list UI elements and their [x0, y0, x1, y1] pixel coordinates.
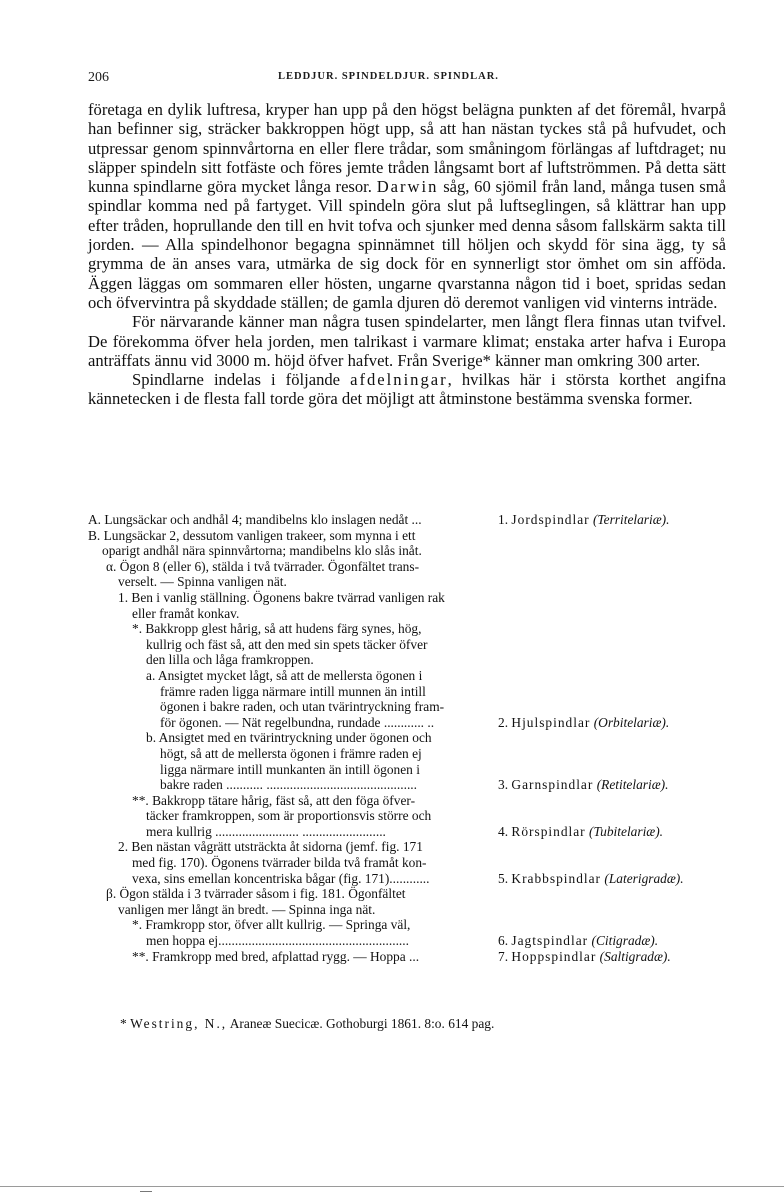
key-text: den lilla och låga framkroppen. — [146, 652, 314, 668]
body-text — [88, 100, 726, 409]
key-text: eller framåt konkav. — [132, 605, 240, 621]
key-text: kullrig och fäst så, att den med sin spets täcker öfver — [146, 636, 428, 652]
key-entry-star-a — [88, 668, 728, 730]
key-text: α. Ögon 8 (eller 6), stälda i två tvärrader. Ögonfältet trans- — [106, 558, 420, 574]
key-entry-beta-star — [88, 917, 728, 948]
key-text: 1. Ben i vanlig ställning. Ögonens bakre tvärrad vanligen rak — [118, 589, 445, 605]
key-entry-1 — [88, 590, 728, 621]
key-text: 2. Ben nästan vågrätt utsträckta åt sidorna (jemf. fig. 171 — [118, 839, 423, 855]
key-result — [498, 871, 684, 887]
key-text: a. Ansigtet mycket lågt, så att de mellersta ögonen i — [146, 667, 423, 683]
family-name: Jagtspindlar — [511, 933, 589, 949]
paragraph-2-text-b: känner man omkring 300 arter. — [495, 350, 701, 370]
family-number: 2. — [498, 714, 509, 730]
family-latin: (Laterigradæ). — [604, 870, 684, 886]
key-text: mera kullrig ......................... ......................... — [146, 823, 386, 839]
paragraph-3-text-a: Spindlarne indelas i följande — [132, 370, 341, 390]
key-entry-beta-double-star — [88, 949, 728, 965]
family-name: Hjulspindlar — [511, 714, 591, 730]
footnote-mark: * — [120, 1016, 127, 1031]
key-entry-star — [88, 621, 728, 668]
key-result — [498, 824, 663, 840]
identification-key — [88, 512, 728, 964]
family-name: Hoppspindlar — [511, 948, 597, 964]
paragraph-2 — [88, 312, 726, 370]
key-text: högt, så att de mellersta ögonen i främre raden ej — [160, 745, 422, 761]
family-name: Krabbspindlar — [511, 870, 602, 886]
family-name: Garnspindlar — [511, 777, 594, 793]
family-latin: (Orbitelariæ). — [593, 714, 670, 730]
family-latin: (Tubitelariæ). — [589, 823, 664, 839]
key-result — [498, 933, 658, 949]
name-darwin: Darwin — [376, 177, 439, 197]
key-entry-a — [88, 512, 728, 528]
page-header — [88, 70, 708, 86]
key-text: vanligen mer långt än bredt. — Spinna inga nät. — [118, 901, 376, 917]
family-number: 6. — [498, 933, 509, 949]
key-text: täcker framkroppen, som är proportionsvis större och — [146, 808, 432, 824]
key-text: **. Framkropp med bred, afplattad rygg. — Hoppa ... — [132, 948, 420, 964]
key-entry-2 — [88, 839, 728, 886]
key-text: A. Lungsäckar och andhål 4; mandibelns klo inslagen nedåt ... — [88, 512, 422, 527]
key-text: **. Bakkropp tätare hårig, fäst så, att den föga öfver- — [132, 792, 416, 808]
key-text: ögonen i bakre raden, och utan tvärintryckning fram- — [160, 699, 445, 715]
paragraph-3-text-b: , hvilkas här i största korthet angifna kännetecken i de flesta fall torde göra det möjligt att åtminstone bestämma svenska former. — [88, 370, 726, 409]
key-text: med fig. 170). Ögonens tvärrader bilda två framåt kon- — [132, 855, 427, 871]
key-text: bakre raden ........... ............................................. — [160, 777, 417, 793]
family-latin: (Retitelariæ). — [596, 777, 669, 793]
paragraph-1 — [88, 100, 726, 312]
key-text: *. Framkropp stor, öfver allt kullrig. — Springa väl, — [132, 917, 411, 933]
family-number: 1. — [498, 512, 509, 527]
footnote-text: Araneæ Suecicæ. Gothoburgi 1861. 8:o. 614 pag. — [229, 1016, 495, 1031]
family-number: 4. — [498, 823, 509, 839]
key-entry-beta — [88, 886, 728, 917]
key-text: främre raden ligga närmare intill munnen än intill — [160, 683, 426, 699]
key-text: ligga närmare intill munkanten än intill ögonen i — [160, 761, 420, 777]
key-text: oparigt andhål nära spinnvårtorna; mandibelns klo slås inåt. — [102, 543, 422, 559]
key-text: verselt. — Spinna vanligen nät. — [118, 574, 287, 590]
key-entry-double-star — [88, 793, 728, 840]
key-result — [498, 512, 669, 528]
scan-edge-line — [0, 1186, 784, 1187]
family-number: 5. — [498, 870, 509, 886]
key-text: B. Lungsäckar 2, dessutom vanligen trakeer, som mynna i ett — [88, 527, 416, 543]
key-result — [498, 949, 671, 965]
paragraph-1-text-b: såg, 60 sjömil från land, många tusen små spindlar komma ned på fartyget. Vill spindeln göra slut på luftseglingen, så klättrar han upp efter tråden, hoprullande den till en hvit tofva och sjunker med denna såsom fallskärm sakta till jorden. — Alla spindelhonor begagna spinnämnet till höljen och skydd för sina ägg, ty så grymma de än anses vara, utmärka de sig dock för en synnerligt stor ömhet om sin afföda. Äggen läggas om sommaren eller hösten, ungarne qvarstanna någon tid i boet, spridas sedan och öfvervintra på skyddade ställen; de gamla djuren dö deremot vanligen vid vinterns inträde. — [88, 177, 727, 312]
family-latin: (Saltigradæ). — [599, 948, 671, 964]
paragraph-2-text-a: För närvarande känner man några tusen spindelarter, men långt flera finnas utan tvifvel. De förekomma öfver hela jorden, men talrikast i varmare klimat; enstaka arter hafva i Europa anträffats ännu vid 3000 m. höjd öfver hafvet. Från Sverige — [88, 312, 726, 370]
key-entry-star-b — [88, 730, 728, 792]
family-name: Jordspindlar — [511, 512, 590, 527]
paragraph-1-text-a: företaga en dylik luftresa, kryper han upp på den högst belägna punkten af det föremål, hvarpå han befinner sig, sträcker bakkroppen högt upp, så att han nästan tyckes stå på hufvudet, och utpressar genom spinnvårtorna en eller flere trådar, som småningom förlängas af luftdraget; nu släpper spindeln sitt fotfäste och föres jemte tråden långsamt bort af luftströmmen. På detta sätt kunna spindlarne göra mycket långa resor. — [88, 100, 726, 197]
family-number: 3. — [498, 777, 509, 793]
key-text: b. Ansigtet med en tvärintryckning under ögonen och — [146, 730, 432, 746]
family-number: 7. — [498, 948, 509, 964]
spaced-term: afdelningar — [350, 370, 448, 390]
family-name: Rörspindlar — [511, 823, 586, 839]
key-entry-alpha — [88, 559, 728, 590]
footnote-author: Westring, N., — [130, 1016, 228, 1031]
key-entry-b — [88, 528, 728, 559]
key-text: β. Ögon stälda i 3 tvärrader såsom i fig. 181. Ögonfältet — [106, 886, 406, 902]
page-number: 206 — [88, 70, 109, 85]
running-title: LEDDJUR. SPINDELDJUR. SPINDLAR. — [278, 71, 499, 82]
family-latin: (Citigradæ). — [591, 933, 659, 949]
key-text: vexa, sins emellan koncentriska bågar (fig. 171)............ — [132, 870, 430, 886]
family-latin: (Territelariæ). — [592, 512, 670, 527]
key-text: *. Bakkropp glest hårig, så att hudens färg synes, hög, — [132, 621, 422, 637]
footnote-ref: * — [482, 350, 491, 370]
key-text: för ögonen. — Nät regelbundna, rundade ............ .. — [160, 714, 435, 730]
footnote — [120, 1016, 494, 1032]
key-result — [498, 777, 668, 793]
key-result — [498, 715, 669, 731]
paragraph-3 — [88, 370, 726, 409]
scan-mark — [140, 1191, 152, 1192]
key-text: men hoppa ej......................................................... — [146, 933, 409, 949]
